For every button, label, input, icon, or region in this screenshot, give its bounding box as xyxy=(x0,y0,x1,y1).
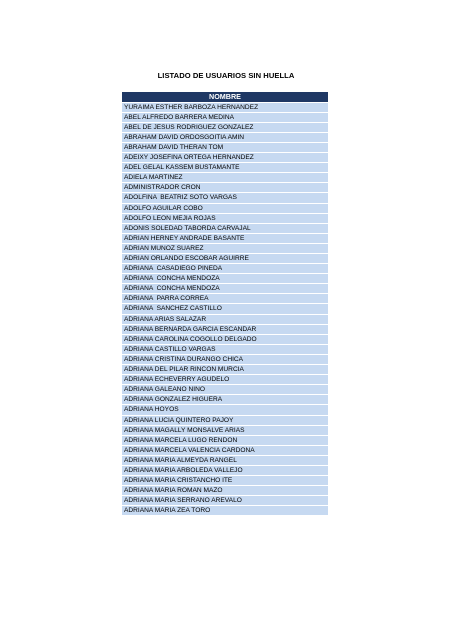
table-row xyxy=(122,486,328,496)
table-row xyxy=(122,506,328,516)
user-name-cell: ADRIANA CASTILLO VARGAS xyxy=(122,344,328,354)
user-name-cell: ADRIANA MARIA CRISTANCHO ITE xyxy=(122,476,328,486)
table-row xyxy=(122,122,328,132)
user-name-cell: ADRIANA MARIA ARBOLEDA VALLEJO xyxy=(122,465,328,475)
user-name-cell: ADRIANA LUCIA QUINTERO PAJOY xyxy=(122,415,328,425)
user-name-cell: ADRIANA MARIA ALMEYDA RANGEL xyxy=(122,455,328,465)
user-name-cell: ADRIANA MARIA ZEA TORO xyxy=(122,506,328,516)
user-name-cell: ADRIANA BERNARDA GARCIA ESCANDAR xyxy=(122,324,328,334)
table-row xyxy=(122,112,328,122)
table-row xyxy=(122,264,328,274)
table-row xyxy=(122,254,328,264)
user-name-cell: ADRIANA ECHEVERRY AGUDELO xyxy=(122,375,328,385)
table-row xyxy=(122,294,328,304)
user-name-cell: ADRIANA CONCHA MENDOZA xyxy=(122,284,328,294)
table-row xyxy=(122,193,328,203)
table-row xyxy=(122,455,328,465)
user-name-cell: ADRIANA CASADIEGO PINEDA xyxy=(122,264,328,274)
user-name-cell: ABEL ALFREDO BARRERA MEDINA xyxy=(122,112,328,122)
user-name-cell: ADRIANA MARCELA VALENCIA CARDONA xyxy=(122,445,328,455)
table-body xyxy=(122,102,328,516)
user-name-cell: ADMINISTRADOR CRON xyxy=(122,183,328,193)
user-name-cell: ABRAHAM DAVID THERAN TOM xyxy=(122,142,328,152)
user-name-cell: ADRIANA MARIA ROMAN MAZO xyxy=(122,486,328,496)
user-name-cell: ADRIANA MARIA SERRANO AREVALO xyxy=(122,496,328,506)
table-row xyxy=(122,375,328,385)
user-name-cell: ADRIANA MAGALLY MONSALVE ARIAS xyxy=(122,425,328,435)
user-name-cell: ADEL GELAL KASSEM BUSTAMANTE xyxy=(122,163,328,173)
table-row xyxy=(122,183,328,193)
user-name-cell: ADRIAN HERNEY ANDRADE BASANTE xyxy=(122,233,328,243)
table-row xyxy=(122,173,328,183)
user-name-cell: ADRIANA CAROLINA COGOLLO DELGADO xyxy=(122,334,328,344)
table-row xyxy=(122,284,328,294)
table-row xyxy=(122,465,328,475)
table-row xyxy=(122,314,328,324)
user-name-cell: ADRIANA ARIAS SALAZAR xyxy=(122,314,328,324)
table-row xyxy=(122,324,328,334)
table-row xyxy=(122,213,328,223)
table-row xyxy=(122,334,328,344)
user-name-cell: ADOLFO LEON MEJIA ROJAS xyxy=(122,213,328,223)
table-header-row xyxy=(122,92,328,102)
table-row xyxy=(122,274,328,284)
user-name-cell: ADIELA MARTINEZ xyxy=(122,173,328,183)
table-row xyxy=(122,405,328,415)
column-header-nombre: NOMBRE xyxy=(122,92,328,102)
user-name-cell: ABRAHAM DAVID ORDOSGOITIA AMIN xyxy=(122,132,328,142)
user-name-cell: ADRIAN ORLANDO ESCOBAR AGUIRRE xyxy=(122,254,328,264)
user-name-cell: ADRIANA DEL PILAR RINCON MURCIA xyxy=(122,365,328,375)
table-row xyxy=(122,102,328,112)
user-name-cell: ABEL DE JESUS RODRIGUEZ GONZALEZ xyxy=(122,122,328,132)
table-row xyxy=(122,203,328,213)
user-name-cell: ADRIANA SANCHEZ CASTILLO xyxy=(122,304,328,314)
users-table xyxy=(122,92,328,516)
user-name-cell: ADEIXY JOSEFINA ORTEGA HERNANDEZ xyxy=(122,153,328,163)
user-name-cell: ADOLFO AGUILAR COBO xyxy=(122,203,328,213)
table-row xyxy=(122,395,328,405)
table-row xyxy=(122,415,328,425)
table-row xyxy=(122,425,328,435)
user-name-cell: ADRIANA CONCHA MENDOZA xyxy=(122,274,328,284)
table-row xyxy=(122,385,328,395)
user-name-cell: ADOLFINA BEATRIZ SOTO VARGAS xyxy=(122,193,328,203)
table-row xyxy=(122,365,328,375)
table-row xyxy=(122,223,328,233)
table-row xyxy=(122,243,328,253)
table-row xyxy=(122,344,328,354)
user-name-cell: ADRIANA HOYOS xyxy=(122,405,328,415)
user-name-cell: ADRIANA GONZALEZ HIGUERA xyxy=(122,395,328,405)
user-name-cell: ADRIANA PARRA CORREA xyxy=(122,294,328,304)
table-row xyxy=(122,163,328,173)
table-row xyxy=(122,496,328,506)
table-row xyxy=(122,304,328,314)
table-row xyxy=(122,435,328,445)
user-name-cell: ADONIS SOLEDAD TABORDA CARVAJAL xyxy=(122,223,328,233)
table-row xyxy=(122,132,328,142)
user-name-cell: ADRIANA MARCELA LUGO RENDON xyxy=(122,435,328,445)
user-name-cell: ADRIANA GALEANO NINO xyxy=(122,385,328,395)
document-title: LISTADO DE USUARIOS SIN HUELLA xyxy=(157,71,295,80)
table-row xyxy=(122,354,328,364)
user-name-cell: ADRIANA CRISTINA DURANGO CHICA xyxy=(122,354,328,364)
table-row xyxy=(122,142,328,152)
user-name-cell: ADRIAN MUNOZ SUAREZ xyxy=(122,243,328,253)
table-row xyxy=(122,445,328,455)
table-row xyxy=(122,233,328,243)
table-row xyxy=(122,153,328,163)
table-row xyxy=(122,476,328,486)
user-name-cell: YURAIMA ESTHER BARBOZA HERNANDEZ xyxy=(122,102,328,112)
